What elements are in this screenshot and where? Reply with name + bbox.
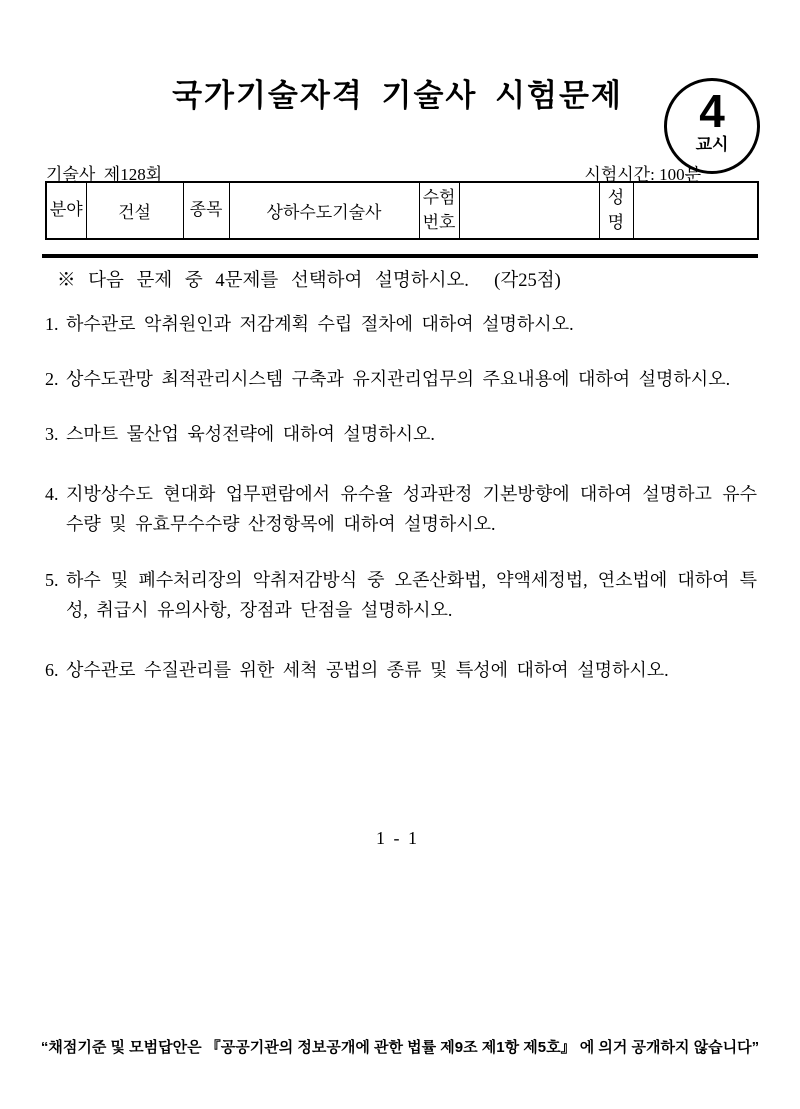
footer-note: “채점기준 및 모범답안은 『공공기관의 정보공개에 관한 법률 제9조 제1항 제5호』 에 의거 공개하지 않습니다”: [40, 1039, 760, 1056]
question-list: [45, 309, 757, 685]
question-text: 스마트 물산업 육성전략에 대하여 설명하시오.: [66, 424, 435, 444]
question-4: [45, 479, 757, 539]
field-value: 건설: [86, 182, 183, 239]
question-text: 상수도관망 최적관리시스템 구축과 유지관리업무의 주요내용에 대하여 설명하시오.: [66, 369, 731, 389]
question-number: 3.: [45, 424, 59, 444]
name-label: 성명: [599, 182, 633, 239]
table-row: [46, 182, 758, 239]
question-number: 6.: [45, 660, 59, 680]
exam-number-field: [459, 182, 599, 239]
question-6: [45, 655, 757, 685]
question-number: 2.: [45, 369, 59, 389]
exam-number-label: 수험번호: [419, 182, 459, 239]
period-label: 교시: [695, 135, 729, 155]
question-text: 하수관로 악취원인과 저감계획 수립 절차에 대하여 설명하시오.: [66, 314, 574, 334]
period-number: 4: [699, 85, 725, 137]
field-label: 분야: [46, 182, 86, 239]
session-info: 기술사 제128회: [46, 165, 163, 184]
candidate-info-table: [45, 181, 759, 240]
page-number: 1 - 1: [376, 828, 419, 848]
question-number: 1.: [45, 314, 59, 334]
exam-time: 시험시간: 100분: [584, 165, 701, 184]
question-3: [45, 419, 757, 449]
question-1: [45, 309, 757, 339]
question-text: 하수 및 폐수처리장의 악취저감방식 중 오존산화법, 약액세정법, 연소법에 대하여 특성, 취급시 유의사항, 장점과 단점을 설명하시오.: [66, 570, 757, 620]
question-number: 4.: [45, 484, 59, 504]
section-divider: [42, 254, 758, 258]
subject-label: 종목: [183, 182, 229, 239]
question-text: 지방상수도 현대화 업무편람에서 유수율 성과판정 기본방향에 대하여 설명하고 유수수량 및 유효무수수량 산정항목에 대하여 설명하시오.: [66, 484, 757, 534]
instruction-text: ※ 다음 문제 중 4문제를 선택하여 설명하시오. (각25점): [57, 271, 561, 291]
subject-value: 상하수도기술사: [229, 182, 419, 239]
question-2: [45, 364, 757, 394]
page-title: 국가기술자격 기술사 시험문제: [172, 78, 623, 113]
question-number: 5.: [45, 570, 59, 590]
name-field: [633, 182, 758, 239]
question-5: [45, 565, 757, 625]
question-text: 상수관로 수질관리를 위한 세척 공법의 종류 및 특성에 대하여 설명하시오.: [66, 660, 669, 680]
